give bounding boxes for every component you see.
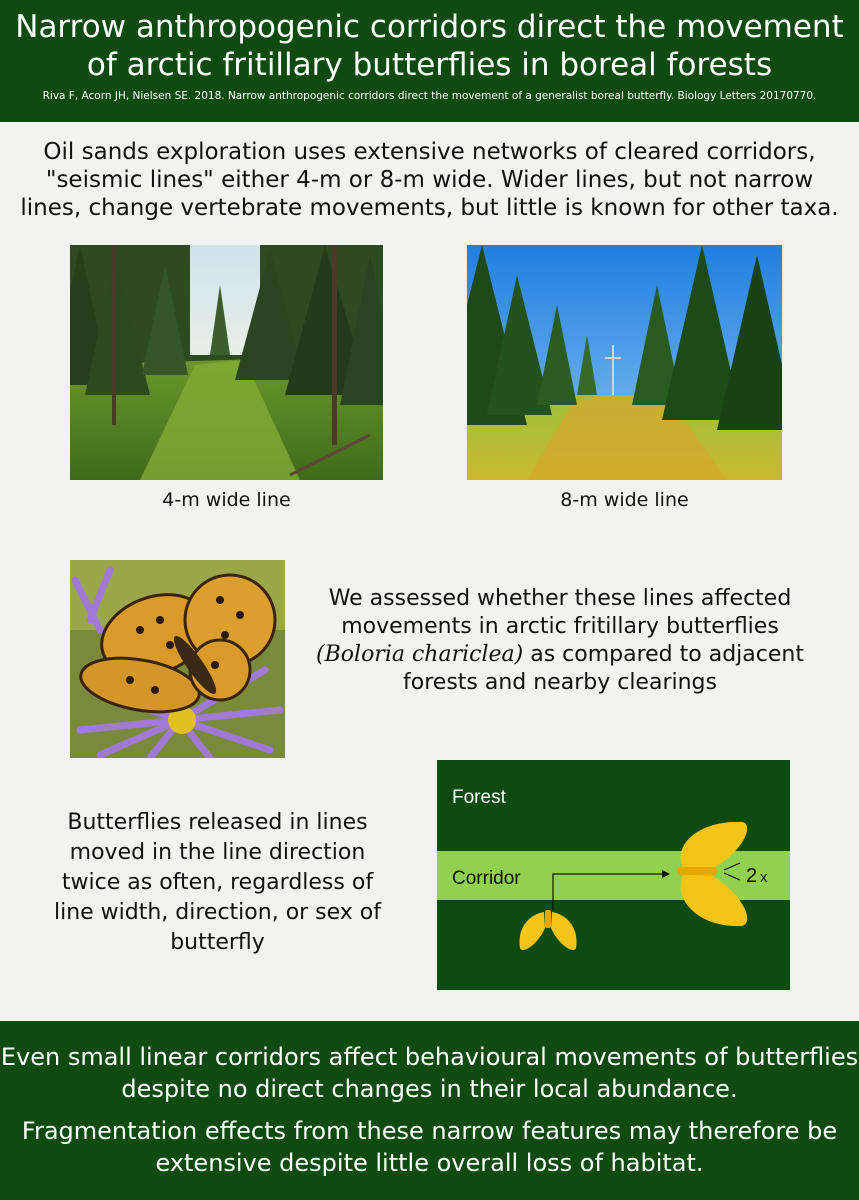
photo-8m-line xyxy=(467,245,782,480)
photo-4m-line xyxy=(70,245,383,480)
header-banner xyxy=(0,0,859,122)
caption-4m: 4-m wide line xyxy=(162,489,291,511)
conclusion-2: Fragmentation effects from these narrow features may therefore be extensive despite little overall loss of habitat. xyxy=(21,1117,838,1177)
citation: Riva F, Acorn JH, Nielsen SE. 2018. Narrow anthropogenic corridors direct the movement of a generalist boreal butterfly. Biology Letters 20170770. xyxy=(42,90,817,102)
multiplier-unit: x xyxy=(760,869,768,886)
forest-label: Forest xyxy=(452,787,506,808)
result-text: Butterflies released in lines moved in the line direction twice as often, regardless of line width, direction, or sex of butterfly xyxy=(53,810,382,955)
poster-title: Narrow anthropogenic corridors direct the movement of arctic fritillary butterflies in boreal forests xyxy=(15,9,844,83)
intro-text: Oil sands exploration uses extensive networks of cleared corridors, "seismic lines" either 4-m or 8-m wide. Wider lines, but not narrow lines, change vertebrate movements, but little is known for other taxa. xyxy=(20,139,839,221)
conclusion-1: Even small linear corridors affect behavioural movements of butterflies despite no direct changes in their local abundance. xyxy=(0,1043,859,1103)
species-name: (Boloria chariclea) xyxy=(316,642,524,667)
caption-8m: 8-m wide line xyxy=(560,489,689,511)
corridor-label: Corridor xyxy=(452,868,521,889)
conclusions-banner xyxy=(0,1021,859,1200)
assessment-lead: We assessed whether these lines affected movements in arctic fritillary butterflies xyxy=(328,586,792,639)
corridor-diagram xyxy=(437,760,790,990)
assessment-text xyxy=(300,585,820,697)
butterfly-photo xyxy=(70,560,285,758)
assessment-tail: as compared to adjacent forests and nearby clearings xyxy=(403,642,804,695)
multiplier-value: 2 xyxy=(746,865,758,887)
